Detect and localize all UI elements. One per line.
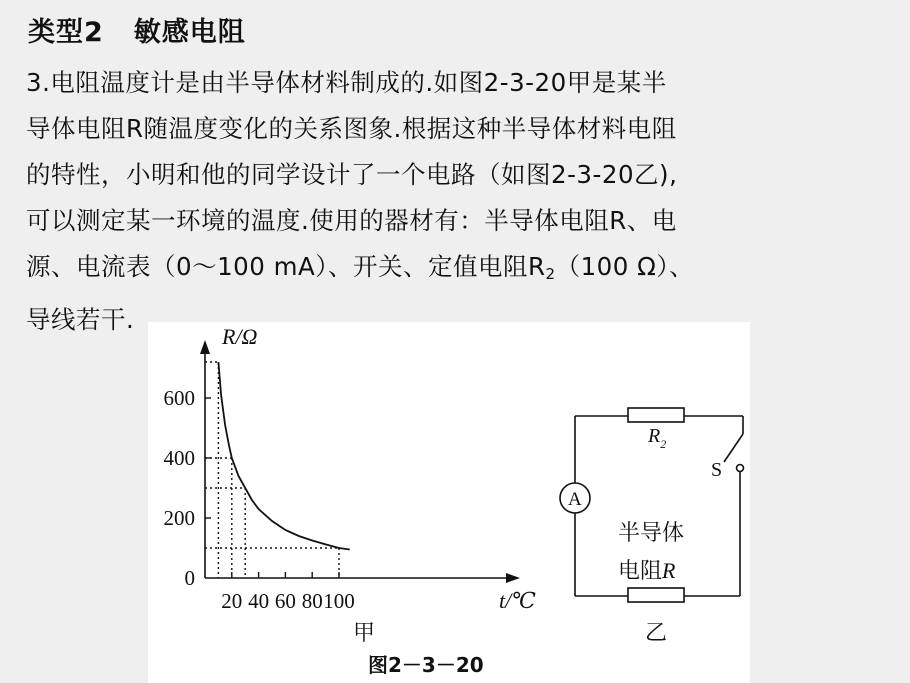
y-tick-label: 200 bbox=[163, 506, 195, 530]
topic-label: 敏感电阻 bbox=[133, 17, 246, 48]
r2-letter: R bbox=[648, 425, 661, 447]
reference-lines bbox=[205, 362, 339, 578]
semiconductor-label-text: 电阻 bbox=[618, 559, 663, 584]
x-tick-label: 60 bbox=[274, 589, 296, 613]
y-tick-label: 400 bbox=[163, 446, 195, 470]
resistance-curve bbox=[218, 362, 349, 550]
figure-svg bbox=[148, 322, 750, 683]
r2-label bbox=[647, 425, 666, 451]
section-title bbox=[28, 10, 246, 49]
type-label: 类型2 bbox=[28, 17, 104, 48]
problem-line: 可以测定某一环境的温度.使用的器材有：半导体电阻R、电 bbox=[26, 206, 677, 235]
semiconductor-r-letter: R bbox=[662, 558, 676, 583]
graph-label: 甲 bbox=[353, 621, 376, 646]
switch-contact bbox=[737, 465, 744, 472]
subscript: 2 bbox=[545, 265, 556, 283]
semiconductor-label-1: 半导体 bbox=[618, 521, 685, 546]
problem-line: 的特性，小明和他的同学设计了一个电路（如图2-3-20乙), bbox=[26, 160, 678, 189]
x-tick-label: 20 bbox=[221, 589, 243, 613]
semiconductor-label-2 bbox=[618, 558, 676, 584]
resistance-graph bbox=[164, 324, 537, 646]
problem-text bbox=[26, 60, 896, 343]
y-tick-label: 0 bbox=[184, 566, 195, 590]
figure-caption: 图2－3－20 bbox=[368, 653, 484, 677]
resistor-r2 bbox=[628, 408, 684, 422]
y-axis-arrow bbox=[200, 340, 210, 354]
y-tick-label: 600 bbox=[163, 386, 195, 410]
x-tick-label: 100 bbox=[323, 589, 355, 613]
circuit-label: 乙 bbox=[645, 621, 668, 646]
x-tick-label: 80 bbox=[301, 589, 323, 613]
problem-line: 3.电阻温度计是由半导体材料制成的.如图2-3-20甲是某半 bbox=[26, 68, 667, 97]
figure-panel bbox=[148, 322, 750, 683]
x-axis-label: t/℃ bbox=[499, 588, 536, 613]
x-tick-label: 40 bbox=[248, 589, 270, 613]
switch-blade bbox=[724, 434, 743, 462]
x-axis-arrow bbox=[506, 573, 520, 583]
ammeter-label: A bbox=[568, 489, 582, 510]
problem-line-part: 源、电流表（0～100 mA）、开关、定值电阻R bbox=[26, 252, 546, 281]
problem-line: 导体电阻R随温度变化的关系图象.根据这种半导体材料电阻 bbox=[26, 114, 677, 143]
resistor-semiconductor bbox=[628, 588, 684, 602]
problem-line: 导线若干. bbox=[26, 305, 135, 334]
problem-line bbox=[26, 244, 896, 297]
switch-label: S bbox=[711, 459, 723, 481]
y-axis-label: R/Ω bbox=[222, 324, 258, 349]
r2-subscript: 2 bbox=[660, 437, 667, 451]
problem-line-part: （100 Ω）、 bbox=[555, 252, 695, 281]
